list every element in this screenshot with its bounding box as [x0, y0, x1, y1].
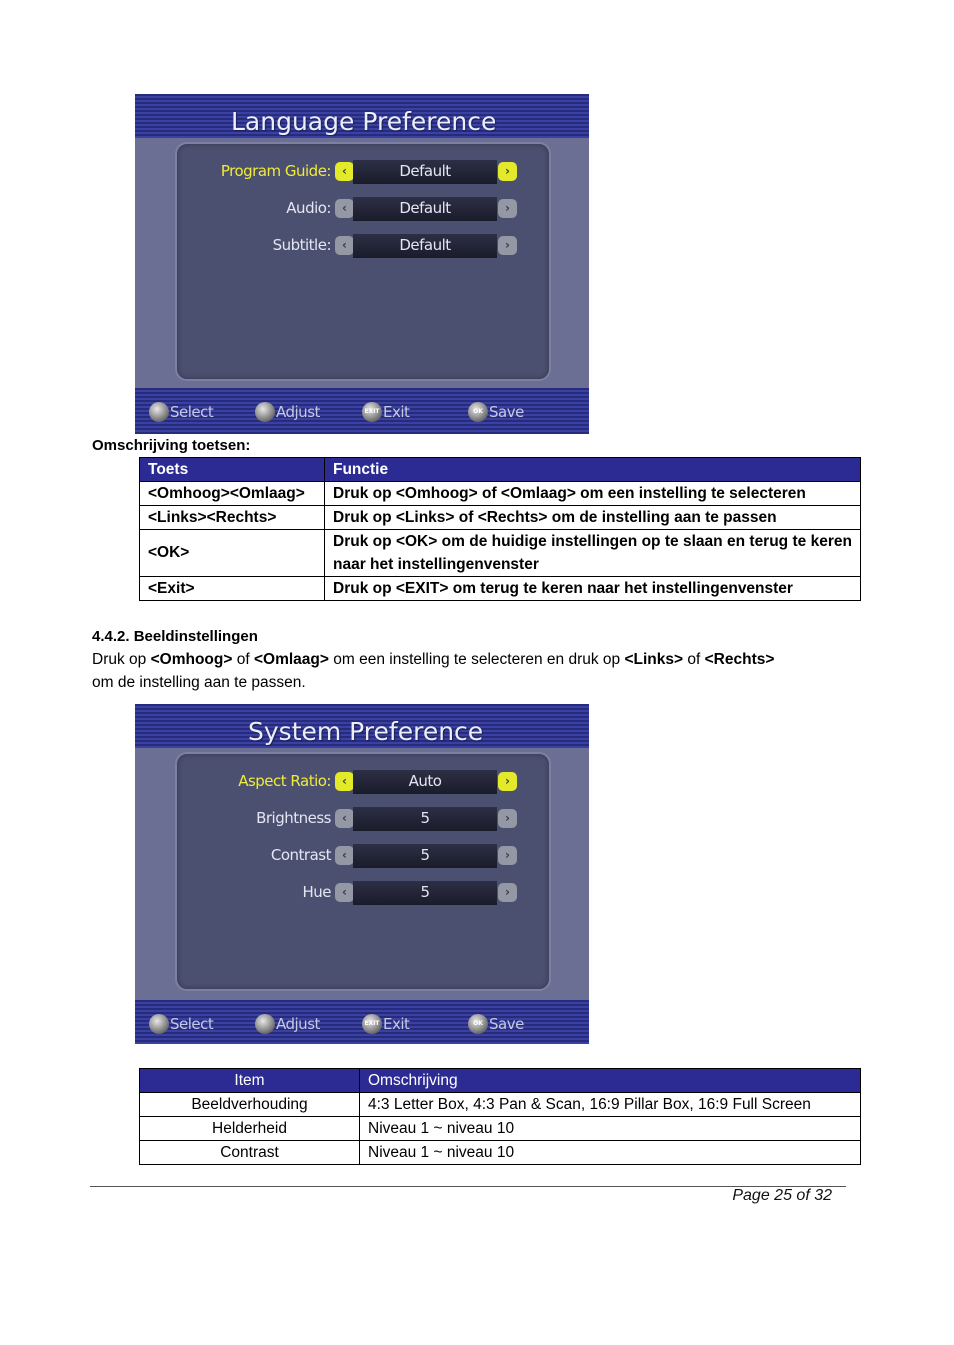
arrow-left-icon[interactable]: ‹	[335, 162, 354, 181]
arrow-right-icon[interactable]: ›	[498, 846, 517, 865]
arrow-right-icon[interactable]: ›	[498, 772, 517, 791]
table-row	[140, 530, 861, 577]
exit-key-icon: EXIT	[362, 402, 382, 422]
osd-row-label: Subtitle:	[272, 236, 331, 254]
osd-row-label: Aspect Ratio:	[238, 772, 331, 790]
table-row	[140, 577, 861, 601]
page-number: Page 25 of 32	[732, 1187, 832, 1204]
arrow-right-icon[interactable]: ›	[498, 236, 517, 255]
osd-row-label: Hue	[302, 883, 331, 901]
table-row	[140, 1141, 861, 1165]
osd-row-value: 5	[420, 883, 430, 901]
table-cell: Druk op <Omhoog> of <Omlaag> om een instelling te selecteren	[325, 482, 861, 506]
osd-footer-bar: Select Adjust EXIT Exit OK Save	[135, 388, 589, 434]
arrow-left-icon[interactable]: ‹	[335, 199, 354, 218]
arrow-left-icon[interactable]: ‹	[335, 809, 354, 828]
exit-key-icon: EXIT	[362, 1014, 382, 1034]
osd-row-brightness[interactable]	[135, 807, 589, 831]
arrow-left-icon[interactable]: ‹	[335, 883, 354, 902]
osd-footer-bar: Select Adjust EXIT Exit OK Save	[135, 1000, 589, 1044]
osd-row-value: 5	[420, 846, 430, 864]
table-row	[140, 506, 861, 530]
osd-row-program-guide[interactable]	[135, 160, 589, 184]
table-cell: Druk op <EXIT> om terug te keren naar het instellingenvenster	[325, 577, 861, 601]
section-paragraph-line-2: om de instelling aan te passen.	[92, 674, 306, 691]
ok-key-icon: OK	[468, 1014, 488, 1034]
table-cell: Contrast	[140, 1141, 360, 1165]
osd-row-value: Default	[399, 199, 451, 217]
table-row	[140, 1117, 861, 1141]
leftright-key-icon	[255, 1014, 275, 1034]
table-cell: Druk op <Links> of <Rechts> om de instelling aan te passen	[325, 506, 861, 530]
osd-row-value: Default	[399, 236, 451, 254]
arrow-left-icon[interactable]: ‹	[335, 846, 354, 865]
table-cell: Niveau 1 ~ niveau 10	[360, 1141, 861, 1165]
leftright-key-icon	[255, 402, 275, 422]
arrow-left-icon[interactable]: ‹	[335, 236, 354, 255]
osd-title: Language Preference	[231, 107, 497, 136]
osd-row-hue[interactable]	[135, 881, 589, 905]
arrow-right-icon[interactable]: ›	[498, 809, 517, 828]
column-header: Item	[140, 1069, 360, 1093]
osd-title: System Preference	[248, 717, 484, 746]
osd-row-label: Program Guide:	[220, 162, 331, 180]
osd-row-subtitle[interactable]	[135, 234, 589, 258]
table-cell: Niveau 1 ~ niveau 10	[360, 1117, 861, 1141]
section-heading: 4.4.2. Beeldinstellingen	[92, 628, 258, 645]
language-preference-screenshot	[135, 94, 589, 434]
keys-table	[139, 457, 861, 601]
osd-row-aspect-ratio[interactable]	[135, 770, 589, 794]
osd-row-value: Default	[399, 162, 451, 180]
table-cell: <Links><Rechts>	[140, 506, 325, 530]
table-cell: 4:3 Letter Box, 4:3 Pan & Scan, 16:9 Pillar Box, 16:9 Full Screen	[360, 1093, 861, 1117]
table-cell: <Omhoog><Omlaag>	[140, 482, 325, 506]
column-header: Functie	[325, 458, 861, 482]
osd-row-label: Audio:	[286, 199, 331, 217]
arrow-right-icon[interactable]: ›	[498, 199, 517, 218]
osd-row-label: Brightness	[256, 809, 331, 827]
table-cell: Helderheid	[140, 1117, 360, 1141]
ok-key-icon: OK	[468, 402, 488, 422]
osd-row-label: Contrast	[270, 846, 331, 864]
updown-key-icon	[149, 1014, 169, 1034]
column-header: Omschrijving	[360, 1069, 861, 1093]
arrow-right-icon[interactable]: ›	[498, 883, 517, 902]
table-header-row	[140, 1069, 861, 1093]
table-cell: Beeldverhouding	[140, 1093, 360, 1117]
system-preference-screenshot	[135, 704, 589, 1044]
items-table	[139, 1068, 861, 1165]
keys-heading: Omschrijving toetsen:	[92, 437, 251, 454]
osd-row-contrast[interactable]	[135, 844, 589, 868]
table-cell: <Exit>	[140, 577, 325, 601]
table-header-row	[140, 458, 861, 482]
table-row	[140, 482, 861, 506]
table-row	[140, 1093, 861, 1117]
table-cell: Druk op <OK> om de huidige instellingen op te slaan en terug te keren naar het instellingenvenster	[325, 530, 861, 577]
table-cell: <OK>	[140, 530, 325, 577]
updown-key-icon	[149, 402, 169, 422]
osd-row-audio[interactable]	[135, 197, 589, 221]
arrow-right-icon[interactable]: ›	[498, 162, 517, 181]
osd-row-value: Auto	[408, 772, 442, 790]
section-paragraph-line-1: Druk op <Omhoog> of <Omlaag> om een instelling te selecteren en druk op <Links> of <Rechts>	[92, 651, 775, 668]
column-header: Toets	[140, 458, 325, 482]
osd-row-value: 5	[420, 809, 430, 827]
arrow-left-icon[interactable]: ‹	[335, 772, 354, 791]
